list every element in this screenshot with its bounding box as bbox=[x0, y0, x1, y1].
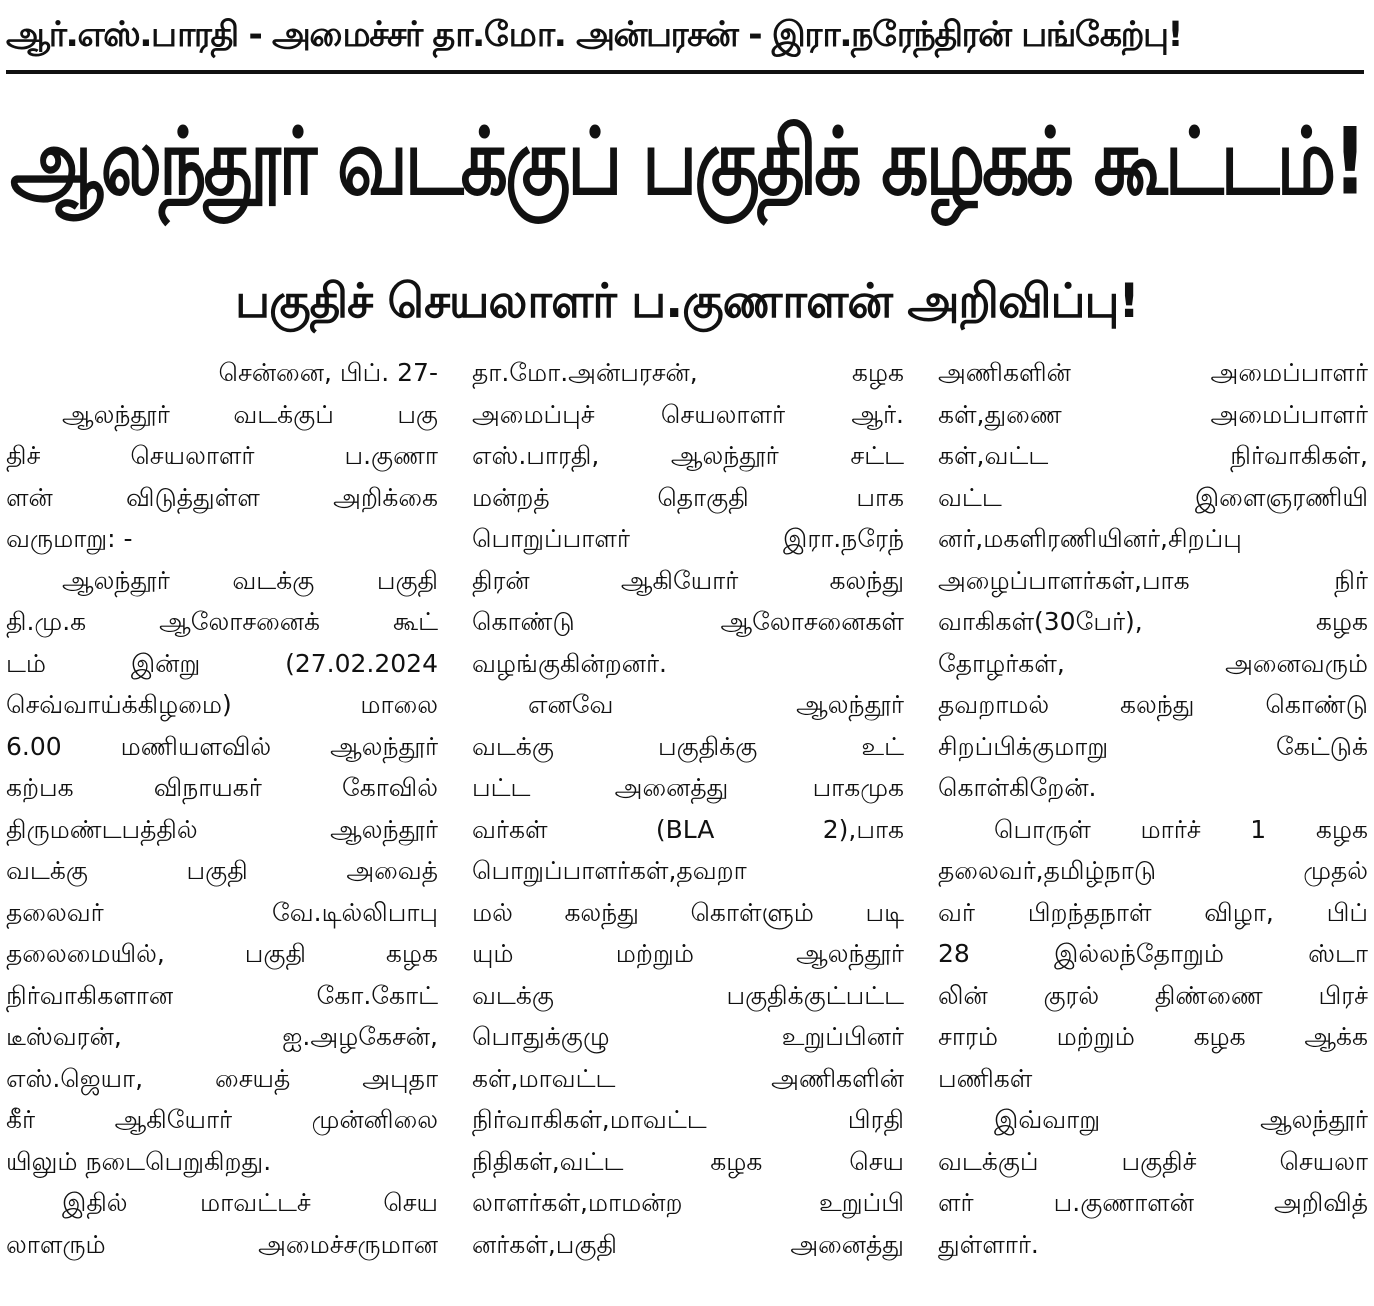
body-line: தலைமையில், பகுதி கழக bbox=[6, 939, 438, 968]
body-line: 28 இல்லந்தோறும் ஸ்டா bbox=[938, 939, 1368, 968]
body-line: பொறுப்பாளர்கள்,தவறா bbox=[472, 856, 747, 885]
headline: ஆலந்தூர் வடக்குப் பகுதிக் கழகக் கூட்டம்! bbox=[10, 108, 1364, 216]
body-line: மன்றத் தொகுதி பாக bbox=[472, 482, 904, 512]
body-line: கள்,துணை அமைப்பாளர் bbox=[938, 399, 1368, 429]
body-line: எஸ்.பாரதி, ஆலந்தூர் சட்ட bbox=[472, 441, 904, 470]
body-line: யும் மற்றும் ஆலந்தூர் bbox=[472, 939, 904, 968]
body-line: கற்பக விநாயகர் கோவில் bbox=[6, 773, 438, 802]
body-line: வர் பிறந்தநாள் விழா, பிப் bbox=[938, 897, 1368, 927]
body-line: செவ்வாய்க்கிழமை) மாலை bbox=[6, 690, 438, 719]
body-line: துள்ளார். bbox=[938, 1229, 1039, 1259]
body-line: தோழர்கள், அனைவரும் bbox=[938, 648, 1368, 678]
body-line: தி.மு.க ஆலோசனைக் கூட் bbox=[6, 607, 438, 636]
body-line: கீர் ஆகியோர் முன்னிலை bbox=[6, 1105, 438, 1134]
body-line: பொருள் மார்ச் 1 கழக bbox=[994, 814, 1368, 844]
body-line: லின் குரல் திண்ணை பிரச் bbox=[938, 980, 1368, 1010]
body-line: வடக்கு பகுதிக்குட்பட்ட bbox=[472, 980, 904, 1010]
body-line: னர்,மகளிரணியினர்,சிறப்பு bbox=[938, 524, 1242, 553]
body-line: வடக்கு பகுதி அவைத் bbox=[6, 856, 438, 885]
body-line: நிர்வாகிகள்,மாவட்ட பிரதி bbox=[472, 1105, 904, 1134]
body-line: திரன் ஆகியோர் கலந்து bbox=[472, 565, 904, 595]
body-line: ஆலந்தூர் வடக்கு பகுதி bbox=[62, 565, 438, 595]
body-line: பணிகள் bbox=[938, 1063, 1033, 1093]
body-line: கள்,வட்ட நிர்வாகிகள், bbox=[938, 441, 1368, 470]
body-line: டம் இன்று (27.02.2024 bbox=[6, 648, 438, 678]
body-line: எஸ்.ஜெயா, சையத் அபுதா bbox=[6, 1063, 438, 1093]
body-line: இதில் மாவட்டச் செய bbox=[62, 1188, 438, 1217]
body-line: தலைவர்,தமிழ்நாடு முதல் bbox=[938, 856, 1368, 885]
body-line: லாளர்கள்,மாமன்ற உறுப்பி bbox=[472, 1188, 904, 1217]
article-column-1 bbox=[6, 352, 438, 1296]
body-line: அமைப்புச் செயலாளர் ஆர். bbox=[472, 399, 904, 429]
body-line: யிலும் நடைபெறுகிறது. bbox=[6, 1146, 272, 1176]
body-line: கொண்டு ஆலோசனைகள் bbox=[472, 607, 904, 636]
body-line: இவ்வாறு ஆலந்தூர் bbox=[994, 1105, 1368, 1134]
body-line: பட்ட அனைத்து பாகமுக bbox=[472, 773, 904, 802]
body-line: லாளரும் அமைச்சருமான bbox=[6, 1229, 438, 1259]
body-line: 6.00 மணியளவில் ஆலந்தூர் bbox=[6, 731, 438, 761]
body-line: சாரம் மற்றும் கழக ஆக்க bbox=[938, 1022, 1368, 1051]
body-line: திச் செயலாளர் ப.குணா bbox=[6, 441, 438, 470]
body-line: பொறுப்பாளர் இரா.நரேந் bbox=[472, 524, 904, 553]
body-line: கள்,மாவட்ட அணிகளின் bbox=[472, 1063, 904, 1093]
body-line: சிறப்பிக்குமாறு கேட்டுக் bbox=[938, 731, 1368, 761]
dateline: சென்னை, பிப். 27- bbox=[218, 358, 438, 387]
body-line: வடக்கு பகுதிக்கு உட் bbox=[472, 731, 904, 761]
body-line: தலைவர் வே.டில்லிபாபு bbox=[6, 897, 438, 927]
body-line: நிதிகள்,வட்ட கழக செய bbox=[472, 1146, 904, 1176]
body-line: வட்ட இளைஞரணியி bbox=[938, 482, 1368, 512]
body-line: னர்கள்,பகுதி அனைத்து bbox=[472, 1229, 904, 1259]
subheadline: பகுதிச் செயலாளர் ப.குணாளன் அறிவிப்பு! bbox=[235, 274, 1139, 329]
article-column-3 bbox=[938, 352, 1368, 1296]
body-line: அழைப்பாளர்கள்,பாக நிர் bbox=[938, 565, 1368, 595]
body-line: எனவே ஆலந்தூர் bbox=[528, 690, 904, 719]
body-line: திருமண்டபத்தில் ஆலந்தூர் bbox=[6, 814, 438, 844]
body-line: தவறாமல் கலந்து கொண்டு bbox=[938, 690, 1368, 719]
body-line: டீஸ்வரன், ஐ.அழகேசன், bbox=[6, 1022, 438, 1051]
body-line: வழங்குகின்றனர். bbox=[472, 648, 668, 678]
body-line: தா.மோ.அன்பரசன், கழக bbox=[472, 358, 904, 387]
body-line: வருமாறு: - bbox=[6, 524, 133, 553]
body-line: அணிகளின் அமைப்பாளர் bbox=[938, 358, 1368, 387]
body-line: பொதுக்குழு உறுப்பினர் bbox=[472, 1022, 904, 1051]
article-column-2 bbox=[472, 352, 904, 1296]
body-line: கொள்கிறேன். bbox=[938, 773, 1097, 802]
kicker-line: ஆர்.எஸ்.பாரதி - அமைச்சர் தா.மோ. அன்பரசன் - இரா.நரேந்திரன் பங்கேற்பு! bbox=[6, 15, 1182, 55]
body-line: வர்கள் (BLA 2),பாக bbox=[472, 814, 904, 844]
body-line: ஆலந்தூர் வடக்குப் பகு bbox=[62, 399, 438, 429]
body-line: ளர் ப.குணாளன் அறிவித் bbox=[938, 1188, 1368, 1217]
body-line: நிர்வாகிகளான கோ.கோட் bbox=[6, 980, 438, 1010]
body-line: ளன் விடுத்துள்ள அறிக்கை bbox=[6, 482, 438, 512]
body-line: வடக்குப் பகுதிச் செயலா bbox=[938, 1146, 1368, 1176]
body-line: வாகிகள்(30பேர்), கழக bbox=[938, 607, 1368, 636]
kicker-underline bbox=[6, 70, 1364, 74]
body-line: மல் கலந்து கொள்ளும் படி bbox=[472, 897, 904, 927]
